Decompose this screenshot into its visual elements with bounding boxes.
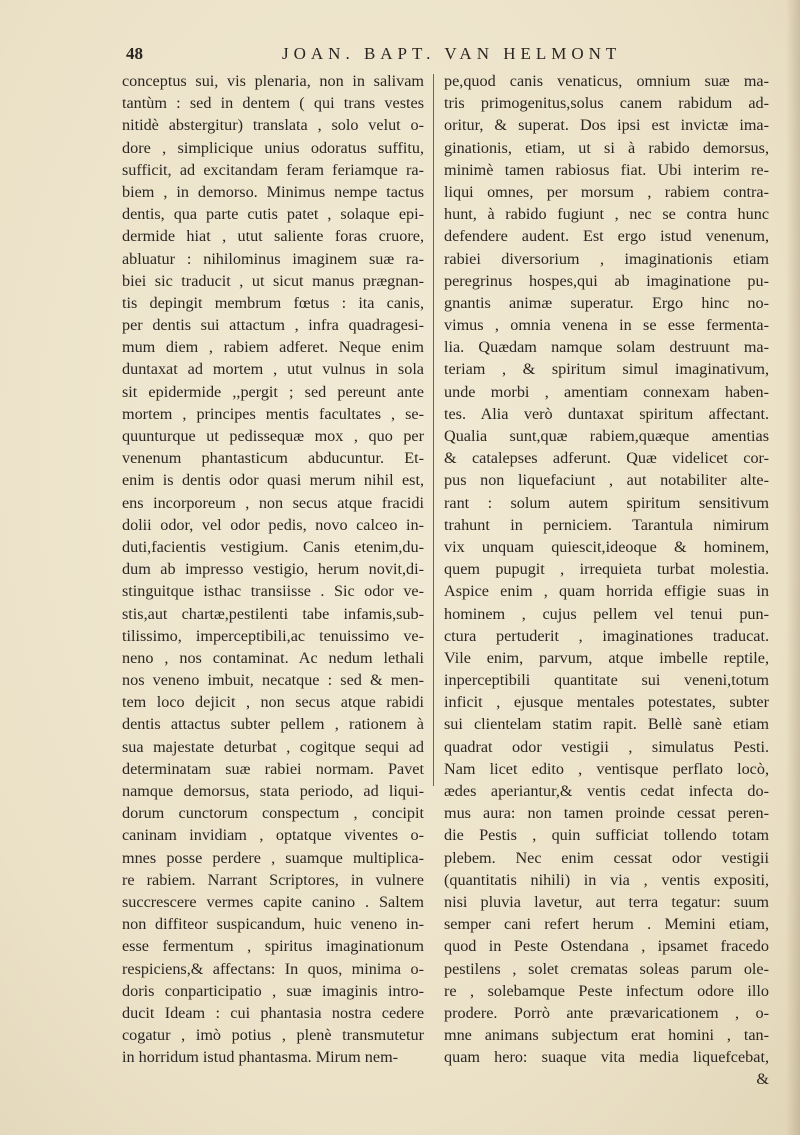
text-line: stinguitque isthac transiisse . Sic odor ve-: [122, 582, 424, 601]
text-line: minimè tamen rabiosus fiat. Ubi interim re-: [444, 160, 769, 179]
text-line: biem , in demorso. Minimus nempe tactus: [122, 182, 424, 201]
text-line: dum ab impresso vestigio, herum novit,di-: [122, 560, 424, 579]
text-line: tes. Alia verò duntaxat spiritum affectant.: [444, 404, 769, 423]
text-line: pus non liquefaciunt , aut notabiliter alte-: [444, 471, 769, 490]
text-line: non diffiteor suspicandum, huic veneno in-: [122, 915, 424, 934]
text-line: nitidè abstergitur) translata , solo velut o-: [122, 116, 424, 135]
text-line: lia. Quædam namque solam destruunt ma-: [444, 338, 769, 357]
text-line: mum diem , rabiem adferet. Neque enim: [122, 338, 424, 357]
text-line: per dentis sui attactum , infra quadragesi-: [122, 316, 424, 335]
right-text-column: [444, 70, 769, 1091]
text-line: neno , nos contaminat. Ac nedum lethali: [122, 648, 424, 667]
text-line: quadrat odor vestigii , simulatus Pesti.: [444, 737, 769, 756]
text-line: rabiei diversorium , imaginationis etiam: [444, 249, 769, 268]
text-line: prodere. Porrò ante prævaricationem , o-: [444, 1003, 769, 1022]
text-line: venenum phantasticum abducuntur. Et-: [122, 449, 424, 468]
text-line: determinatam suæ rabiei normam. Pavet: [122, 759, 424, 778]
text-line: hominem , cujus pellem vel tenui pun-: [444, 604, 769, 623]
text-line: quem pupugit , irrequieta turbat molestia.: [444, 560, 769, 579]
text-line: unde morbi , amentiam connexam haben-: [444, 382, 769, 401]
text-line: duti,facientis vestigium. Canis etenim,du-: [122, 537, 424, 556]
text-line: dentis, qua parte cutis patet , solaque epi-: [122, 205, 424, 224]
text-line: cogatur , imò potius , plenè transmutetur: [122, 1026, 424, 1045]
text-line: die Pestis , quin sufficiat tollendo totam: [444, 826, 769, 845]
text-line: & catalepses adferunt. Quæ videlicet cor-: [444, 449, 769, 468]
text-line: stis,aut chartæ,pestilenti tabe infamis,sub-: [122, 604, 424, 623]
text-line: Aspice enim , quam horrida effigie suas in: [444, 582, 769, 601]
text-line: namque demorsus, stata periodo, ad liqui-: [122, 782, 424, 800]
text-line: mortem , principes mentis facultates , se-: [122, 404, 424, 423]
text-line: Vile enim, parvum, atque imbelle reptile,: [444, 648, 769, 667]
text-line: peregrinus hospes,qui ab imaginatione pu-: [444, 271, 769, 290]
text-line: tilissimo, imperceptibili,ac tenuissimo ve-: [122, 626, 424, 645]
text-line: (quantitatis nihili) in via , ventis expositi,: [444, 870, 769, 889]
text-line: teriam , & spiritum simul imaginativum,: [444, 360, 769, 379]
text-line: mus aura: non tamen proinde cessat peren-: [444, 804, 769, 823]
text-line: sufficit, ad excitandam feram feriamque ra-: [122, 160, 424, 179]
text-line: vimus , omnia venena in se esse fermenta-: [444, 316, 769, 335]
text-line: duntaxat ad mortem , utut vulnus in sola: [122, 360, 424, 379]
text-line: abluatur : nihilominus imaginem suæ ra-: [122, 249, 424, 268]
text-line: mne animans subjectum erat homini , tan-: [444, 1026, 769, 1045]
text-line: ædes aperiantur,& ventis cedat infecta do-: [444, 782, 769, 800]
running-head: [0, 44, 800, 68]
text-line: pe,quod canis venaticus, omnium suæ ma-: [444, 72, 769, 90]
text-line: re , solebamque Peste infectum odore illo: [444, 981, 769, 1000]
text-line: dolii odor, vel odor pedis, novo calceo in-: [122, 515, 424, 534]
text-line: nos veneno imbuit, necatque : sed & men-: [122, 671, 424, 690]
text-line: succrescere vermes capite canino . Saltem: [122, 892, 424, 911]
text-line: caninam invidiam , optatque viventes o-: [122, 826, 424, 845]
text-line: inficit , ejusque mentales potestates, subter: [444, 693, 769, 712]
text-line: re rabiem. Narrant Scriptores, in vulnere: [122, 870, 424, 889]
text-line: tantùm : sed in dentem ( qui trans vestes: [122, 94, 424, 113]
text-line: dorum cunctorum conspectum , concipit: [122, 804, 424, 823]
text-line: ducit Ideam : cui phantasia nostra cedere: [122, 1003, 424, 1022]
text-line: trahunt in perniciem. Tarantula nimirum: [444, 515, 769, 534]
text-line: semper cani refert herum . Memini etiam,: [444, 915, 769, 934]
column-divider-rule: [433, 74, 434, 786]
text-line: ginationis, etiam, ut si à rabido demorsus,: [444, 138, 769, 157]
text-line: tris primogenitus,solus canem rabidum ad-: [444, 94, 769, 113]
text-line: doris conparticipatio , suæ imaginis intro-: [122, 981, 424, 1000]
text-line: respiciens,& affectans: In quos, minima o-: [122, 959, 424, 978]
text-line: dermide hiat , utut saliente foras cruore,: [122, 227, 424, 246]
text-line: in horridum istud phantasma. Mirum nem-: [122, 1048, 399, 1067]
text-line: hunt, à rabido fugiunt , nec se contra hunc: [444, 205, 769, 224]
text-line: &: [756, 1070, 769, 1089]
text-line: Qualia sunt,quæ rabiem,quæque amentias: [444, 427, 769, 445]
text-line: quam hero: suaque vita media liquefcebat,: [444, 1048, 769, 1067]
text-line: inperceptibili quantitate sui veneni,totum: [444, 671, 769, 690]
page-number: 48: [126, 44, 143, 63]
text-line: defendere audent. Est ergo istud venenum,: [444, 227, 769, 246]
text-line: sui clientelam statim rapit. Bellè sanè etiam: [444, 715, 769, 734]
left-text-column: [122, 70, 424, 1068]
text-line: esse fermentum , spiritus imaginationum: [122, 937, 424, 956]
text-line: rant : solum autem spiritum sensitivum: [444, 493, 769, 512]
page-edge-shadow: [786, 0, 800, 1135]
text-line: nisi pluvia lavetur, aut terra tegatur: suum: [444, 892, 769, 911]
text-line: dore , simplicique unius odoratus suffitu,: [122, 138, 424, 157]
text-line: quod in Peste Ostendana , ipsamet fracedo: [444, 937, 769, 956]
text-line: plebem. Nec enim cessat odor vestigii: [444, 848, 769, 867]
text-line: sit epidermide ,,pergit ; sed pereunt ante: [122, 382, 424, 401]
text-line: oritur, & superat. Dos ipsi est invictæ ima-: [444, 116, 769, 135]
text-line: quunturque ut pedissequæ mox , quo per: [122, 427, 424, 445]
text-line: tem loco dejicit , non secus atque rabidi: [122, 693, 424, 712]
text-line: pestilens , solet crematas soleas parum ole-: [444, 959, 769, 978]
text-line: enim is dentis odor quasi merum nihil est,: [122, 471, 424, 490]
text-line: tis depingit membrum fœtus : ita canis,: [122, 293, 424, 312]
text-line: sua majestate deturbat , cogitque sequi ad: [122, 737, 424, 756]
text-line: Nam licet edito , ventisque perflato locò,: [444, 759, 769, 778]
text-line: ens incorporeum , non secus atque fracidi: [122, 493, 424, 512]
running-title: JOAN. BAPT. VAN HELMONT: [282, 44, 622, 63]
text-line: gnantis animæ superatur. Ergo hinc no-: [444, 293, 769, 312]
text-line: conceptus sui, vis plenaria, non in salivam: [122, 72, 424, 90]
text-line: mnes posse perdere , suamque multiplica-: [122, 848, 424, 867]
text-line: liqui omnes, per morsum , rabiem contra-: [444, 182, 769, 201]
text-line: biei sic traducit , ut sicut manus prægnan-: [122, 271, 424, 290]
text-line: ctura pertuderit , imaginationes traducat.: [444, 626, 769, 645]
text-line: dentis attactus subter pellem , rationem à: [122, 715, 424, 734]
text-line: vix unquam quiescit,ideoque & hominem,: [444, 537, 769, 556]
